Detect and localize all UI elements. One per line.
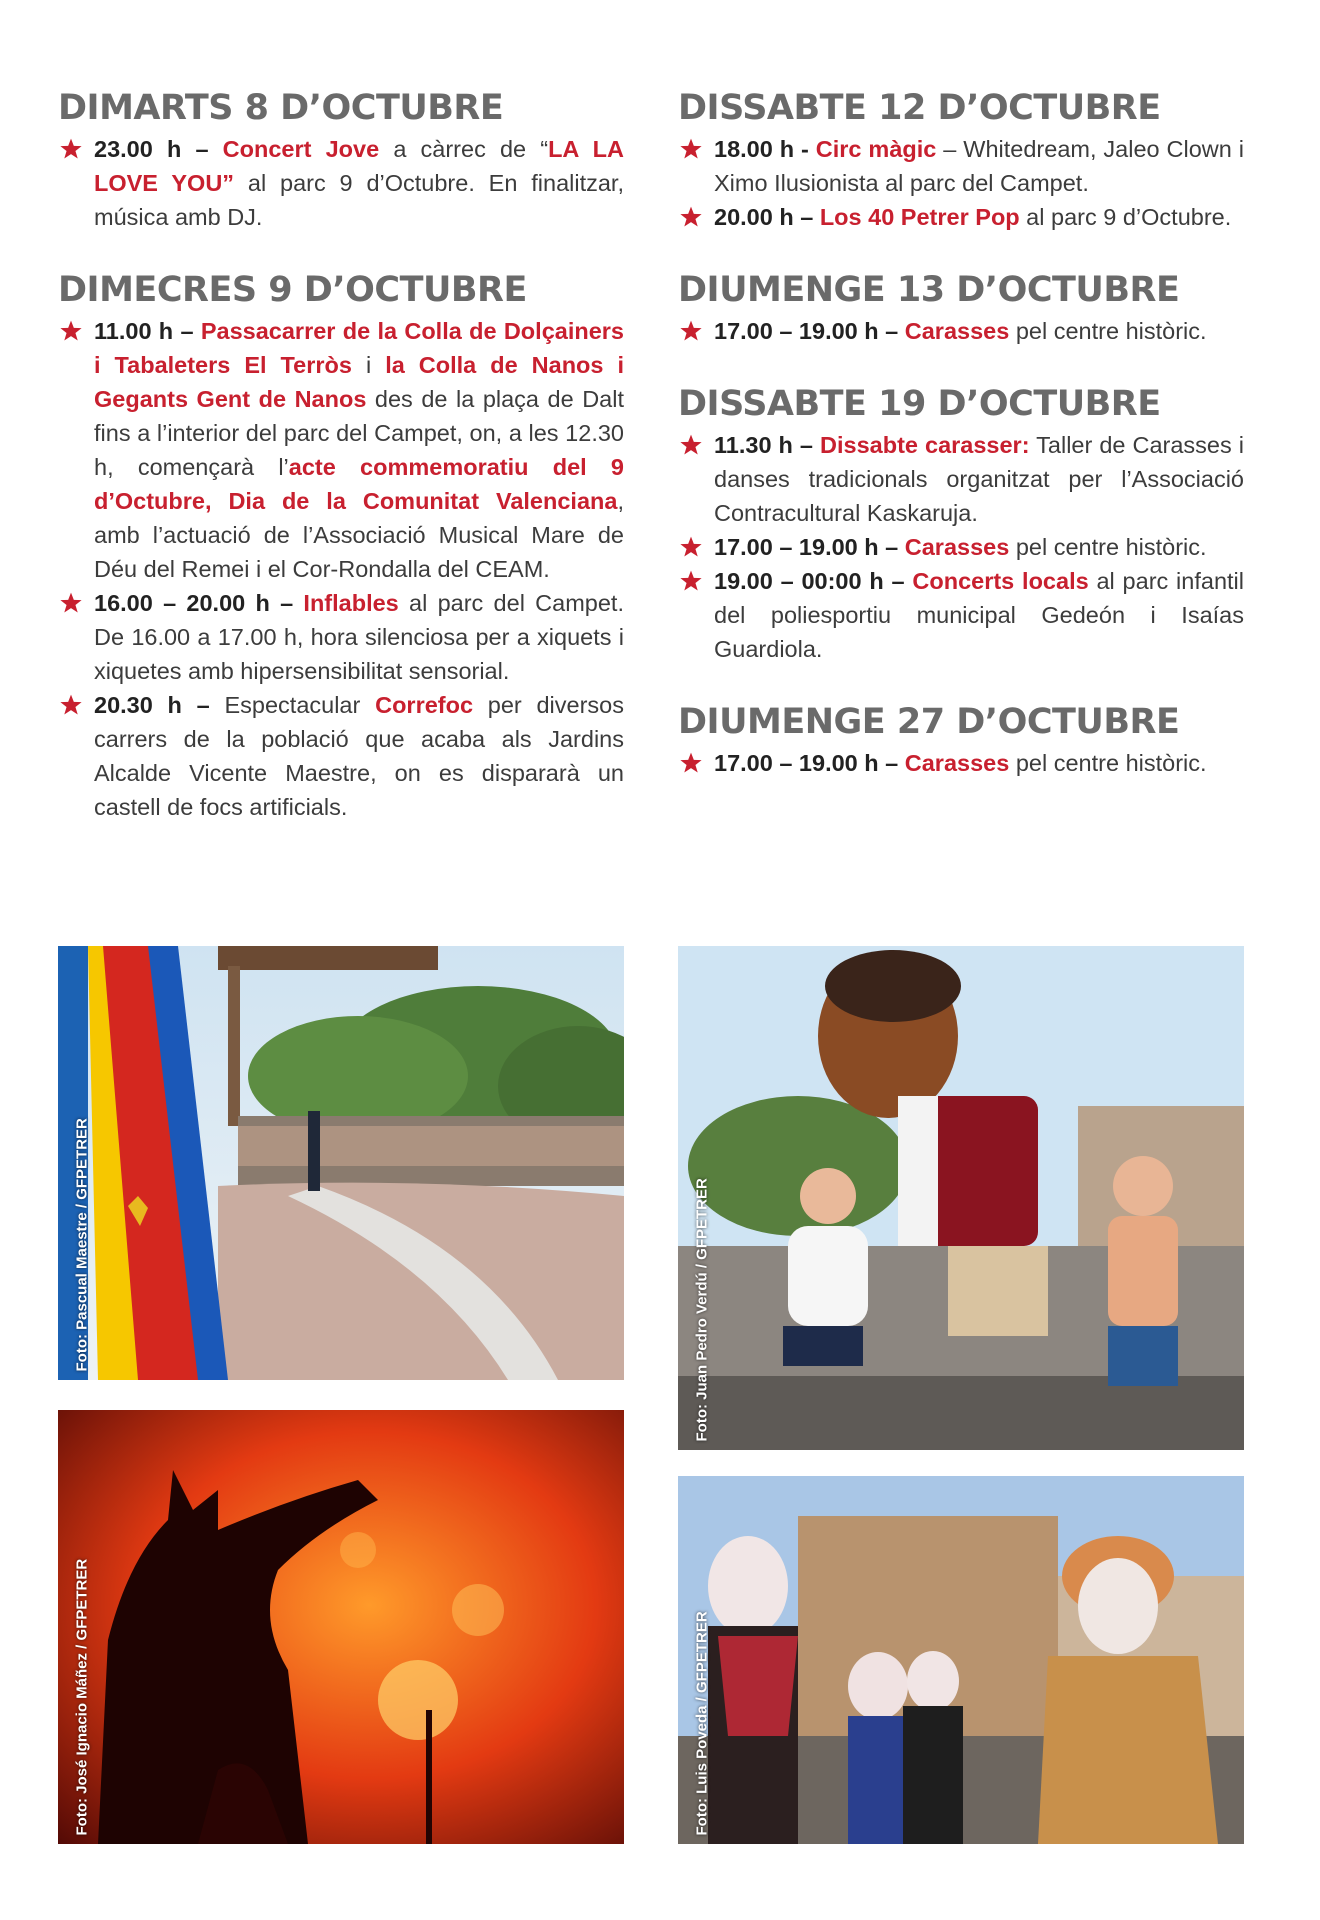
event-text: pel centre històric. [1009,534,1207,560]
event-highlight: Correfoc [375,692,474,718]
day-27-october [678,700,1244,780]
event-highlight: Circ màgic [815,136,937,162]
event-list [678,314,1244,348]
event-item [678,200,1244,234]
left-column [58,86,624,858]
event-text: des de la plaça de Dalt fins a l’interior del parc del Campet, on, a les 12.30 h, començarà l’ [94,386,624,480]
event-item [678,428,1244,530]
event-highlight: Concerts locals [912,568,1089,594]
star-bullet-icon [678,433,704,459]
photo-credit: Foto: Juan Pedro Verdú / GFPETRER [693,1178,711,1442]
star-bullet-icon [678,751,704,777]
correfoc-illustration [58,1410,624,1844]
event-time: 16.00 – 20.00 h – [94,590,304,616]
event-time: 11.00 h – [94,318,201,344]
ceremony-illustration [58,946,624,1380]
event-text: al parc 9 d’Octubre. [1019,204,1232,230]
event-text: pel centre històric. [1009,318,1207,344]
event-text: Espectacular [224,692,376,718]
event-highlight: LA LA LOVE YOU” [94,136,624,196]
day-title: DISSABTE 12 D’OCTUBRE [678,88,1161,128]
event-text: al parc 9 d’Octubre. En finalitzar, música amb DJ. [94,170,624,230]
photo-credit: Foto: José Ignacio Máñez / GFPETRER [73,1558,91,1836]
star-bullet-icon [678,319,704,345]
event-time: 23.00 h – [94,136,223,162]
event-item [58,688,624,824]
photo-ceremony [58,946,624,1380]
right-column [678,86,1244,814]
day-12-october [678,86,1244,234]
star-bullet-icon [58,591,84,617]
star-bullet-icon [678,535,704,561]
event-text: Taller de Carasses i danses tradicionals organitzat per l’Associació Contracultural Kaskaruja. [714,432,1244,526]
event-time: 19.00 – 00:00 h – [714,568,913,594]
event-text: pel centre històric. [1009,750,1207,776]
event-highlight: Carasses [904,318,1010,344]
gegants-illustration [678,946,1244,1450]
event-highlight: Dissabte carasser: [820,432,1030,458]
event-item [58,314,624,586]
day-title: DIMECRES 9 D’OCTUBRE [58,270,527,310]
event-time: 11.30 h – [714,432,821,458]
event-highlight: Passacarrer de la Colla de Dolçainers i Tabaleters El Terròs [94,318,624,378]
star-bullet-icon [58,137,84,163]
day-title: DIUMENGE 27 D’OCTUBRE [678,702,1180,742]
star-bullet-icon [58,319,84,345]
event-highlight: Inflables [303,590,399,616]
event-time: 18.00 h - [714,136,816,162]
carasses-illustration [678,1476,1244,1844]
day-9-october [58,268,624,824]
event-item [678,530,1244,564]
day-8-october [58,86,624,234]
event-time: 20.00 h – [714,204,820,230]
day-title: DIMARTS 8 D’OCTUBRE [58,88,504,128]
event-list [678,428,1244,666]
star-bullet-icon [678,205,704,231]
photo-gegants [678,946,1244,1450]
event-list [58,314,624,824]
event-item [678,314,1244,348]
star-bullet-icon [678,569,704,595]
day-13-october [678,268,1244,348]
event-text: al parc del Campet. De 16.00 a 17.00 h, hora silenciosa per a xiquets i xiquetes amb hipersensibilitat sensorial. [94,590,624,684]
event-highlight: Carasses [904,750,1010,776]
event-highlight: acte commemoratiu del 9 d’Octubre, Dia de la Comunitat Valenciana [94,454,624,514]
photo-credit: Foto: Pascual Maestre / GFPETRER [73,1118,91,1372]
day-19-october [678,382,1244,666]
event-time: 17.00 – 19.00 h – [714,318,905,344]
event-highlight: Carasses [904,534,1010,560]
event-item [58,586,624,688]
event-time: 17.00 – 19.00 h – [714,750,905,776]
photo-correfoc [58,1410,624,1844]
photo-carasses [678,1476,1244,1844]
event-item [678,746,1244,780]
event-text: al parc infantil del poliesportiu municipal Gedeón i Isaías Guardiola. [714,568,1244,662]
event-text: – Whitedream, Jaleo Clown i Ximo Ilusionista al parc del Campet. [714,136,1244,196]
event-highlight: la Colla de Nanos i Gegants Gent de Nanos [94,352,625,412]
event-text: i [351,352,386,378]
event-item [58,132,624,234]
event-item [678,132,1244,200]
event-time: 20.30 h – [94,692,225,718]
photo-credit: Foto: Luis Poveda / GFPETRER [693,1611,711,1836]
event-list [678,132,1244,234]
day-title: DIUMENGE 13 D’OCTUBRE [678,270,1180,310]
star-bullet-icon [678,137,704,163]
star-bullet-icon [58,693,84,719]
event-list [678,746,1244,780]
event-list [58,132,624,234]
day-title: DISSABTE 19 D’OCTUBRE [678,384,1161,424]
event-highlight: Concert Jove [222,136,380,162]
event-text: per diversos carrers de la població que acaba als Jardins Alcalde Vicente Maestre, on es dispararà un castell de focs artificials. [94,692,624,820]
event-time: 17.00 – 19.00 h – [714,534,905,560]
event-highlight: Los 40 Petrer Pop [819,204,1020,230]
event-text: , amb l’actuació de l’Associació Musical Mare de Déu del Remei i el Cor-Rondalla del CEAM. [94,488,624,582]
event-item [678,564,1244,666]
event-text: a càrrec de “ [379,136,549,162]
